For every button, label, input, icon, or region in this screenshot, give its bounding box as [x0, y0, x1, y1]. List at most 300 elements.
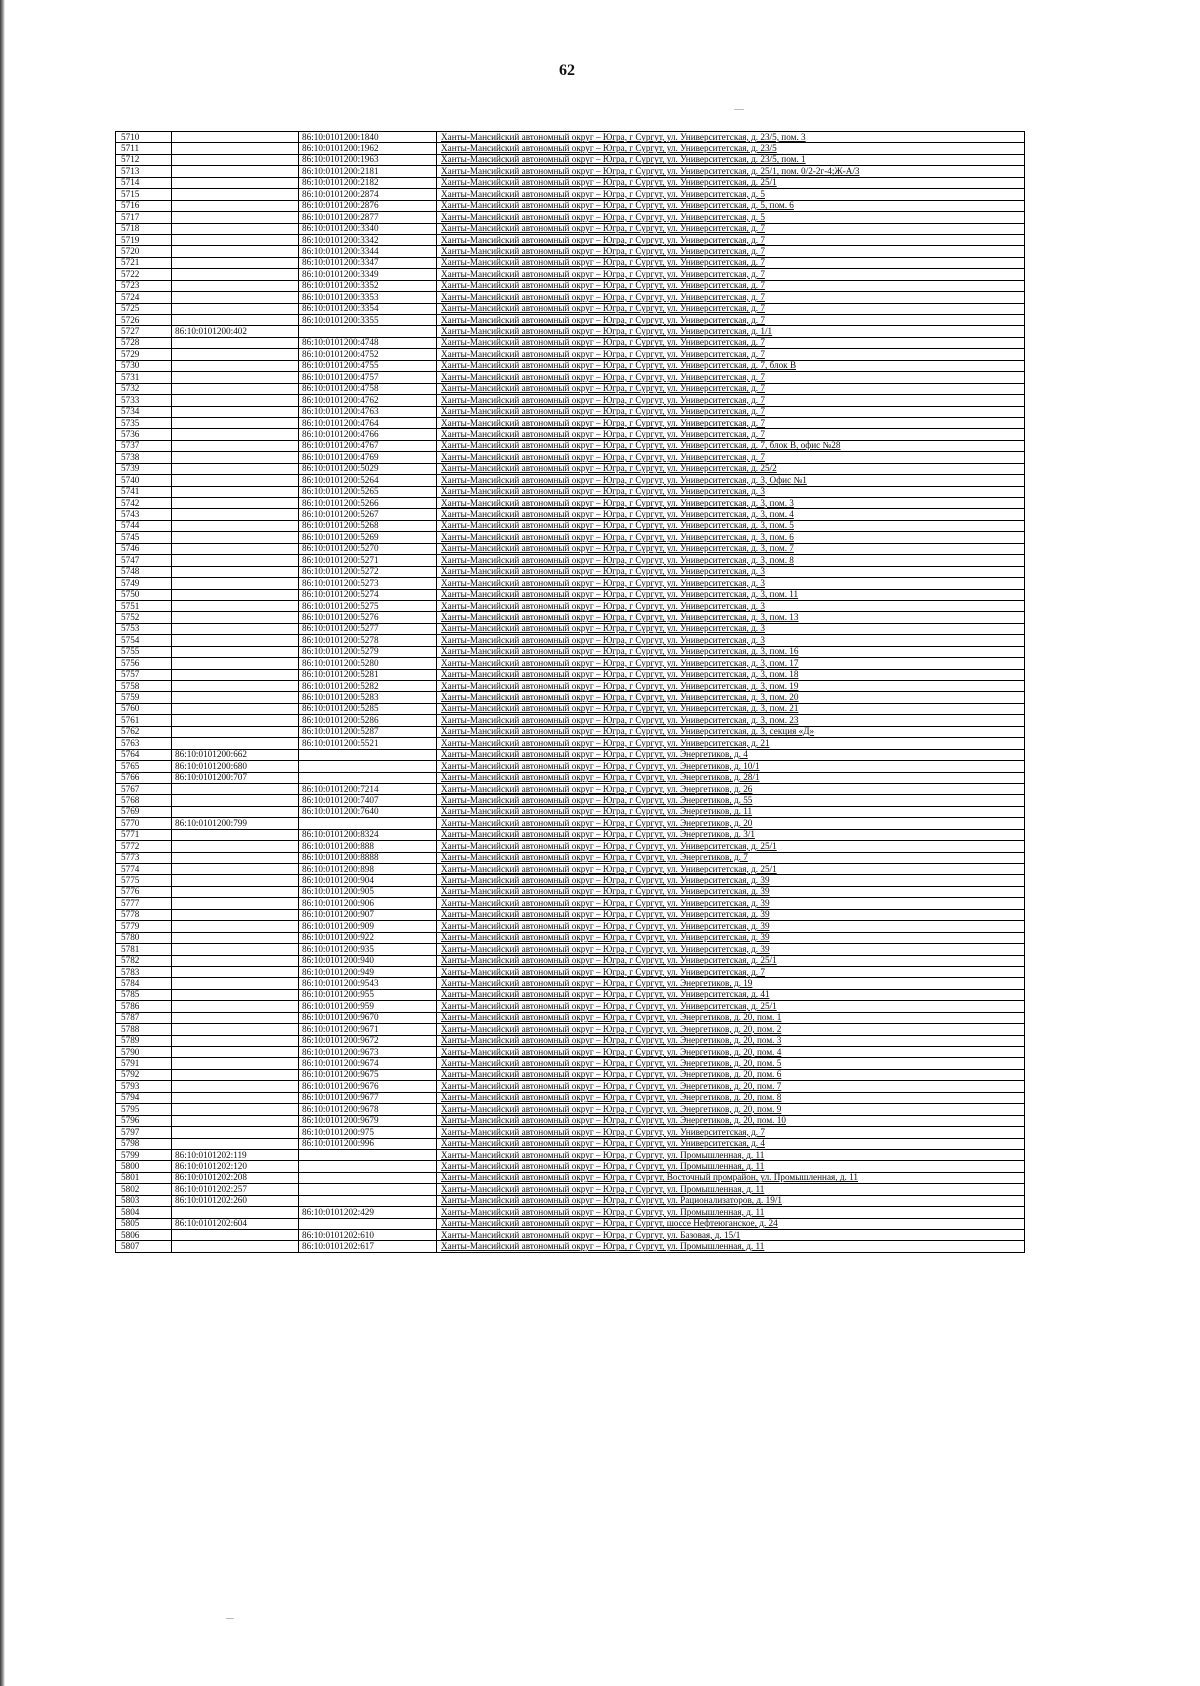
building-cadastral-number-cell: 86:10:0101200:940 [299, 955, 437, 966]
address-cell: Ханты-Мансийский автономный округ – Югра, г Сургут, ул. Энергетиков, д. 28/1 [437, 772, 1025, 783]
land-cadastral-number-cell [172, 681, 299, 692]
address-cell: Ханты-Мансийский автономный округ – Югра, г Сургут, ул. Университетская, д. 3, Офис №1 [437, 475, 1025, 486]
row-number-cell: 5734 [116, 406, 172, 417]
row-number-cell: 5746 [116, 543, 172, 554]
land-cadastral-number-cell [172, 1001, 299, 1012]
building-cadastral-number-cell: 86:10:0101200:4766 [299, 429, 437, 440]
table-row [116, 475, 1025, 486]
address-cell: Ханты-Мансийский автономный округ – Югра, г Сургут, ул. Университетская, д. 5 [437, 212, 1025, 223]
table-row [116, 726, 1025, 737]
row-number-cell: 5797 [116, 1127, 172, 1138]
address-cell: Ханты-Мансийский автономный округ – Югра, г Сургут, ул. Университетская, д. 7 [437, 429, 1025, 440]
building-cadastral-number-cell: 86:10:0101200:3344 [299, 246, 437, 257]
address-cell: Ханты-Мансийский автономный округ – Югра, г Сургут, ул. Университетская, д. 3 [437, 566, 1025, 577]
building-cadastral-number-cell: 86:10:0101200:2876 [299, 200, 437, 211]
land-cadastral-number-cell [172, 783, 299, 794]
land-cadastral-number-cell [172, 509, 299, 520]
table-row [116, 417, 1025, 428]
building-cadastral-number-cell: 86:10:0101200:5029 [299, 463, 437, 474]
table-row [116, 246, 1025, 257]
land-cadastral-number-cell [172, 635, 299, 646]
address-cell: Ханты-Мансийский автономный округ – Югра, г Сургут, ул. Университетская, д. 25/1 [437, 1001, 1025, 1012]
row-number-cell: 5717 [116, 212, 172, 223]
land-cadastral-number-cell [172, 715, 299, 726]
table-row [116, 612, 1025, 623]
address-cell: Ханты-Мансийский автономный округ – Югра, г Сургут, ул. Университетская, д. 3 [437, 623, 1025, 634]
land-cadastral-number-cell [172, 738, 299, 749]
row-number-cell: 5737 [116, 440, 172, 451]
table-row [116, 1115, 1025, 1126]
building-cadastral-number-cell: 86:10:0101200:4758 [299, 383, 437, 394]
address-cell: Ханты-Мансийский автономный округ – Югра, г Сургут, ул. Энергетиков, д. 11 [437, 806, 1025, 817]
land-cadastral-number-cell [172, 978, 299, 989]
row-number-cell: 5787 [116, 1012, 172, 1023]
address-cell: Ханты-Мансийский автономный округ – Югра, г Сургут, ул. Университетская, д. 1/1 [437, 326, 1025, 337]
building-cadastral-number-cell: 86:10:0101200:5279 [299, 646, 437, 657]
row-number-cell: 5770 [116, 818, 172, 829]
land-cadastral-number-cell [172, 578, 299, 589]
building-cadastral-number-cell: 86:10:0101200:996 [299, 1138, 437, 1149]
row-number-cell: 5807 [116, 1241, 172, 1252]
land-cadastral-number-cell [172, 1047, 299, 1058]
row-number-cell: 5754 [116, 635, 172, 646]
row-number-cell: 5805 [116, 1218, 172, 1229]
row-number-cell: 5790 [116, 1047, 172, 1058]
row-number-cell: 5758 [116, 681, 172, 692]
table-row [116, 669, 1025, 680]
land-cadastral-number-cell: 86:10:0101200:402 [172, 326, 299, 337]
land-cadastral-number-cell [172, 532, 299, 543]
building-cadastral-number-cell: 86:10:0101200:9543 [299, 978, 437, 989]
building-cadastral-number-cell: 86:10:0101200:5278 [299, 635, 437, 646]
row-number-cell: 5736 [116, 429, 172, 440]
row-number-cell: 5764 [116, 749, 172, 760]
row-number-cell: 5740 [116, 475, 172, 486]
building-cadastral-number-cell: 86:10:0101200:5277 [299, 623, 437, 634]
land-cadastral-number-cell [172, 795, 299, 806]
address-cell: Ханты-Мансийский автономный округ – Югра, г Сургут, ул. Университетская, д. 7 [437, 452, 1025, 463]
table-row [116, 681, 1025, 692]
building-cadastral-number-cell: 86:10:0101200:9677 [299, 1092, 437, 1103]
building-cadastral-number-cell: 86:10:0101200:935 [299, 944, 437, 955]
table-row [116, 886, 1025, 897]
table-row [116, 658, 1025, 669]
land-cadastral-number-cell [172, 692, 299, 703]
address-cell: Ханты-Мансийский автономный округ – Югра, г Сургут, ул. Университетская, д. 3, пом. 20 [437, 692, 1025, 703]
table-row [116, 337, 1025, 348]
building-cadastral-number-cell: 86:10:0101200:888 [299, 841, 437, 852]
address-cell: Ханты-Мансийский автономный округ – Югра, г Сургут, ул. Энергетиков, д. 20, пом. 8 [437, 1092, 1025, 1103]
row-number-cell: 5769 [116, 806, 172, 817]
building-cadastral-number-cell: 86:10:0101200:905 [299, 886, 437, 897]
table-row [116, 292, 1025, 303]
table-row [116, 1012, 1025, 1023]
row-number-cell: 5743 [116, 509, 172, 520]
table-row [116, 132, 1025, 143]
address-cell: Ханты-Мансийский автономный округ – Югра, г Сургут, ул. Университетская, д. 3 [437, 578, 1025, 589]
table-row [116, 1092, 1025, 1103]
table-row [116, 383, 1025, 394]
row-number-cell: 5733 [116, 395, 172, 406]
building-cadastral-number-cell [299, 1161, 437, 1172]
land-cadastral-number-cell [172, 658, 299, 669]
building-cadastral-number-cell: 86:10:0101202:610 [299, 1230, 437, 1241]
land-cadastral-number-cell [172, 841, 299, 852]
table-row [116, 1001, 1025, 1012]
land-cadastral-number-cell [172, 372, 299, 383]
building-cadastral-number-cell: 86:10:0101200:1840 [299, 132, 437, 143]
land-cadastral-number-cell [172, 1035, 299, 1046]
building-cadastral-number-cell: 86:10:0101200:4764 [299, 417, 437, 428]
table-row [116, 738, 1025, 749]
address-cell: Ханты-Мансийский автономный округ – Югра, г Сургут, ул. Университетская, д. 7 [437, 966, 1025, 977]
row-number-cell: 5753 [116, 623, 172, 634]
building-cadastral-number-cell: 86:10:0101200:2181 [299, 166, 437, 177]
table-row [116, 703, 1025, 714]
building-cadastral-number-cell: 86:10:0101200:4763 [299, 406, 437, 417]
land-cadastral-number-cell [172, 452, 299, 463]
row-number-cell: 5793 [116, 1081, 172, 1092]
row-number-cell: 5759 [116, 692, 172, 703]
land-cadastral-number-cell [172, 166, 299, 177]
table-row [116, 1149, 1025, 1160]
table-row [116, 1047, 1025, 1058]
row-number-cell: 5777 [116, 898, 172, 909]
table-row [116, 1035, 1025, 1046]
address-cell: Ханты-Мансийский автономный округ – Югра, г Сургут, ул. Энергетиков, д. 20, пом. 10 [437, 1115, 1025, 1126]
land-cadastral-number-cell [172, 200, 299, 211]
building-cadastral-number-cell [299, 1195, 437, 1206]
address-cell: Ханты-Мансийский автономный округ – Югра, г Сургут, ул. Энергетиков, д. 20, пом. 7 [437, 1081, 1025, 1092]
table-row [116, 1241, 1025, 1252]
building-cadastral-number-cell: 86:10:0101200:9678 [299, 1104, 437, 1115]
table-row [116, 932, 1025, 943]
building-cadastral-number-cell: 86:10:0101200:4762 [299, 395, 437, 406]
address-cell: Ханты-Мансийский автономный округ – Югра, г Сургут, ул. Университетская, д. 4 [437, 1138, 1025, 1149]
address-cell: Ханты-Мансийский автономный округ – Югра, г Сургут, ул. Университетская, д. 7, блок В [437, 360, 1025, 371]
building-cadastral-number-cell: 86:10:0101200:907 [299, 909, 437, 920]
land-cadastral-number-cell [172, 212, 299, 223]
table-row [116, 1230, 1025, 1241]
table-row [116, 829, 1025, 840]
address-cell: Ханты-Мансийский автономный округ – Югра, г Сургут, ул. Университетская, д. 3, пом. 19 [437, 681, 1025, 692]
land-cadastral-number-cell [172, 177, 299, 188]
address-cell: Ханты-Мансийский автономный округ – Югра, г Сургут, ул. Университетская, д. 25/1, пом. 0/2-2г-4;Ж-А/3 [437, 166, 1025, 177]
address-cell: Ханты-Мансийский автономный округ – Югра, г Сургут, ул. Университетская, д. 3, пом. 23 [437, 715, 1025, 726]
building-cadastral-number-cell: 86:10:0101200:8888 [299, 852, 437, 863]
row-number-cell: 5739 [116, 463, 172, 474]
building-cadastral-number-cell: 86:10:0101200:5287 [299, 726, 437, 737]
building-cadastral-number-cell: 86:10:0101200:9679 [299, 1115, 437, 1126]
row-number-cell: 5803 [116, 1195, 172, 1206]
row-number-cell: 5728 [116, 337, 172, 348]
row-number-cell: 5747 [116, 555, 172, 566]
building-cadastral-number-cell: 86:10:0101200:5281 [299, 669, 437, 680]
building-cadastral-number-cell [299, 749, 437, 760]
table-row [116, 440, 1025, 451]
address-cell: Ханты-Мансийский автономный округ – Югра, г Сургут, ул. Энергетиков, д. 20, пом. 5 [437, 1058, 1025, 1069]
row-number-cell: 5774 [116, 864, 172, 875]
building-cadastral-number-cell: 86:10:0101200:4767 [299, 440, 437, 451]
address-cell: Ханты-Мансийский автономный округ – Югра, г Сургут, Восточный промрайон, ул. Промышленная, д. 11 [437, 1172, 1025, 1183]
address-cell: Ханты-Мансийский автономный округ – Югра, г Сургут, ул. Энергетиков, д. 20, пом. 9 [437, 1104, 1025, 1115]
land-cadastral-number-cell [172, 234, 299, 245]
row-number-cell: 5715 [116, 189, 172, 200]
table-row [116, 692, 1025, 703]
row-number-cell: 5794 [116, 1092, 172, 1103]
address-cell: Ханты-Мансийский автономный округ – Югра, г Сургут, ул. Университетская, д. 39 [437, 875, 1025, 886]
table-row [116, 269, 1025, 280]
table-row [116, 646, 1025, 657]
building-cadastral-number-cell: 86:10:0101200:7640 [299, 806, 437, 817]
row-number-cell: 5729 [116, 349, 172, 360]
land-cadastral-number-cell [172, 520, 299, 531]
address-cell: Ханты-Мансийский автономный округ – Югра, г Сургут, ул. Университетская, д. 3, пом. 21 [437, 703, 1025, 714]
address-cell: Ханты-Мансийский автономный округ – Югра, г Сургут, ул. Университетская, д. 3, пом. 4 [437, 509, 1025, 520]
row-number-cell: 5778 [116, 909, 172, 920]
row-number-cell: 5732 [116, 383, 172, 394]
building-cadastral-number-cell [299, 818, 437, 829]
property-register-table [115, 131, 1025, 1253]
address-cell: Ханты-Мансийский автономный округ – Югра, г Сургут, ул. Университетская, д. 3 [437, 486, 1025, 497]
building-cadastral-number-cell: 86:10:0101200:7407 [299, 795, 437, 806]
land-cadastral-number-cell [172, 829, 299, 840]
land-cadastral-number-cell [172, 143, 299, 154]
address-cell: Ханты-Мансийский автономный округ – Югра, г Сургут, ул. Энергетиков, д. 20, пом. 2 [437, 1024, 1025, 1035]
land-cadastral-number-cell [172, 886, 299, 897]
row-number-cell: 5710 [116, 132, 172, 143]
land-cadastral-number-cell [172, 383, 299, 394]
building-cadastral-number-cell: 86:10:0101200:4748 [299, 337, 437, 348]
building-cadastral-number-cell: 86:10:0101200:975 [299, 1127, 437, 1138]
row-number-cell: 5719 [116, 234, 172, 245]
land-cadastral-number-cell [172, 1081, 299, 1092]
table-row [116, 566, 1025, 577]
land-cadastral-number-cell [172, 955, 299, 966]
row-number-cell: 5745 [116, 532, 172, 543]
land-cadastral-number-cell [172, 1092, 299, 1103]
land-cadastral-number-cell [172, 600, 299, 611]
row-number-cell: 5711 [116, 143, 172, 154]
table-row [116, 1081, 1025, 1092]
table-row [116, 212, 1025, 223]
row-number-cell: 5756 [116, 658, 172, 669]
address-cell: Ханты-Мансийский автономный округ – Югра, г Сургут, ул. Университетская, д. 3, пом. 7 [437, 543, 1025, 554]
address-cell: Ханты-Мансийский автономный округ – Югра, г Сургут, ул. Энергетиков, д. 20 [437, 818, 1025, 829]
address-cell: Ханты-Мансийский автономный округ – Югра, г Сургут, ул. Университетская, д. 23/5, пом. 1 [437, 154, 1025, 165]
building-cadastral-number-cell: 86:10:0101200:955 [299, 989, 437, 1000]
address-cell: Ханты-Мансийский автономный округ – Югра, г Сургут, ул. Университетская, д. 5 [437, 189, 1025, 200]
building-cadastral-number-cell: 86:10:0101200:3355 [299, 315, 437, 326]
row-number-cell: 5761 [116, 715, 172, 726]
land-cadastral-number-cell [172, 1115, 299, 1126]
address-cell: Ханты-Мансийский автономный округ – Югра, г Сургут, ул. Университетская, д. 3, пом. 13 [437, 612, 1025, 623]
table-row [116, 429, 1025, 440]
address-cell: Ханты-Мансийский автономный округ – Югра, г Сургут, ул. Университетская, д. 39 [437, 932, 1025, 943]
land-cadastral-number-cell [172, 246, 299, 257]
address-cell: Ханты-Мансийский автономный округ – Югра, г Сургут, ул. Промышленная, д. 11 [437, 1207, 1025, 1218]
row-number-cell: 5800 [116, 1161, 172, 1172]
building-cadastral-number-cell: 86:10:0101200:4757 [299, 372, 437, 383]
address-cell: Ханты-Мансийский автономный округ – Югра, г Сургут, ул. Базовая, д. 15/1 [437, 1230, 1025, 1241]
row-number-cell: 5786 [116, 1001, 172, 1012]
row-number-cell: 5771 [116, 829, 172, 840]
table-row [116, 635, 1025, 646]
building-cadastral-number-cell [299, 1172, 437, 1183]
address-cell: Ханты-Мансийский автономный округ – Югра, г Сургут, ул. Энергетиков, д. 20, пом. 1 [437, 1012, 1025, 1023]
table-row [116, 589, 1025, 600]
land-cadastral-number-cell [172, 280, 299, 291]
table-row [116, 978, 1025, 989]
land-cadastral-number-cell [172, 395, 299, 406]
table-row [116, 898, 1025, 909]
building-cadastral-number-cell: 86:10:0101202:429 [299, 1207, 437, 1218]
address-cell: Ханты-Мансийский автономный округ – Югра, г Сургут, ул. Энергетиков, д. 20, пом. 3 [437, 1035, 1025, 1046]
row-number-cell: 5766 [116, 772, 172, 783]
table-row [116, 234, 1025, 245]
scan-mark [226, 1618, 234, 1619]
land-cadastral-number-cell [172, 132, 299, 143]
table-row [116, 532, 1025, 543]
row-number-cell: 5796 [116, 1115, 172, 1126]
land-cadastral-number-cell [172, 669, 299, 680]
table-row [116, 1207, 1025, 1218]
address-cell: Ханты-Мансийский автономный округ – Югра, г Сургут, ул. Университетская, д. 39 [437, 886, 1025, 897]
building-cadastral-number-cell [299, 761, 437, 772]
land-cadastral-number-cell [172, 154, 299, 165]
address-cell: Ханты-Мансийский автономный округ – Югра, г Сургут, ул. Энергетиков, д. 20, пом. 4 [437, 1047, 1025, 1058]
address-cell: Ханты-Мансийский автономный округ – Югра, г Сургут, ул. Университетская, д. 39 [437, 921, 1025, 932]
table-row [116, 177, 1025, 188]
land-cadastral-number-cell [172, 623, 299, 634]
land-cadastral-number-cell [172, 486, 299, 497]
building-cadastral-number-cell: 86:10:0101200:922 [299, 932, 437, 943]
address-cell: Ханты-Мансийский автономный округ – Югра, г Сургут, ул. Университетская, д. 3, секция «Д» [437, 726, 1025, 737]
land-cadastral-number-cell [172, 898, 299, 909]
table-row [116, 795, 1025, 806]
row-number-cell: 5723 [116, 280, 172, 291]
table-row [116, 223, 1025, 234]
land-cadastral-number-cell [172, 337, 299, 348]
table-row [116, 1024, 1025, 1035]
table-row [116, 257, 1025, 268]
building-cadastral-number-cell: 86:10:0101200:5283 [299, 692, 437, 703]
building-cadastral-number-cell: 86:10:0101200:3347 [299, 257, 437, 268]
table-row [116, 1172, 1025, 1183]
land-cadastral-number-cell [172, 349, 299, 360]
row-number-cell: 5801 [116, 1172, 172, 1183]
land-cadastral-number-cell [172, 463, 299, 474]
row-number-cell: 5792 [116, 1069, 172, 1080]
land-cadastral-number-cell [172, 360, 299, 371]
row-number-cell: 5782 [116, 955, 172, 966]
row-number-cell: 5773 [116, 852, 172, 863]
building-cadastral-number-cell: 86:10:0101200:3354 [299, 303, 437, 314]
building-cadastral-number-cell: 86:10:0101200:906 [299, 898, 437, 909]
row-number-cell: 5722 [116, 269, 172, 280]
row-number-cell: 5781 [116, 944, 172, 955]
row-number-cell: 5735 [116, 417, 172, 428]
row-number-cell: 5714 [116, 177, 172, 188]
address-cell: Ханты-Мансийский автономный округ – Югра, г Сургут, ул. Университетская, д. 21 [437, 738, 1025, 749]
land-cadastral-number-cell [172, 429, 299, 440]
table-row [116, 1058, 1025, 1069]
address-cell: Ханты-Мансийский автономный округ – Югра, г Сургут, ул. Университетская, д. 7 [437, 406, 1025, 417]
table-row [116, 360, 1025, 371]
address-cell: Ханты-Мансийский автономный округ – Югра, г Сургут, ул. Университетская, д. 3 [437, 600, 1025, 611]
address-cell: Ханты-Мансийский автономный округ – Югра, г Сургут, ул. Университетская, д. 7 [437, 223, 1025, 234]
address-cell: Ханты-Мансийский автономный округ – Югра, г Сургут, ул. Университетская, д. 3, пом. 3 [437, 498, 1025, 509]
row-number-cell: 5799 [116, 1149, 172, 1160]
address-cell: Ханты-Мансийский автономный округ – Югра, г Сургут, ул. Энергетиков, д. 26 [437, 783, 1025, 794]
address-cell: Ханты-Мансийский автономный округ – Югра, г Сургут, ул. Университетская, д. 25/1 [437, 955, 1025, 966]
row-number-cell: 5760 [116, 703, 172, 714]
table-row [116, 200, 1025, 211]
row-number-cell: 5804 [116, 1207, 172, 1218]
row-number-cell: 5802 [116, 1184, 172, 1195]
row-number-cell: 5772 [116, 841, 172, 852]
table-row [116, 955, 1025, 966]
land-cadastral-number-cell [172, 257, 299, 268]
building-cadastral-number-cell: 86:10:0101200:949 [299, 966, 437, 977]
row-number-cell: 5730 [116, 360, 172, 371]
building-cadastral-number-cell: 86:10:0101200:9672 [299, 1035, 437, 1046]
building-cadastral-number-cell: 86:10:0101200:9673 [299, 1047, 437, 1058]
land-cadastral-number-cell [172, 315, 299, 326]
building-cadastral-number-cell: 86:10:0101200:5264 [299, 475, 437, 486]
land-cadastral-number-cell [172, 498, 299, 509]
row-number-cell: 5795 [116, 1104, 172, 1115]
land-cadastral-number-cell [172, 989, 299, 1000]
building-cadastral-number-cell: 86:10:0101200:5274 [299, 589, 437, 600]
table-row [116, 783, 1025, 794]
land-cadastral-number-cell: 86:10:0101202:260 [172, 1195, 299, 1206]
land-cadastral-number-cell [172, 292, 299, 303]
building-cadastral-number-cell: 86:10:0101200:5268 [299, 520, 437, 531]
building-cadastral-number-cell [299, 1149, 437, 1160]
land-cadastral-number-cell [172, 646, 299, 657]
row-number-cell: 5785 [116, 989, 172, 1000]
table-row [116, 772, 1025, 783]
address-cell: Ханты-Мансийский автономный округ – Югра, г Сургут, ул. Энергетиков, д. 3/1 [437, 829, 1025, 840]
row-number-cell: 5788 [116, 1024, 172, 1035]
building-cadastral-number-cell: 86:10:0101200:5521 [299, 738, 437, 749]
land-cadastral-number-cell [172, 440, 299, 451]
row-number-cell: 5775 [116, 875, 172, 886]
table-row [116, 989, 1025, 1000]
table-row [116, 349, 1025, 360]
land-cadastral-number-cell [172, 1058, 299, 1069]
land-cadastral-number-cell: 86:10:0101202:604 [172, 1218, 299, 1229]
table-row [116, 498, 1025, 509]
land-cadastral-number-cell: 86:10:0101200:799 [172, 818, 299, 829]
building-cadastral-number-cell: 86:10:0101200:5273 [299, 578, 437, 589]
table-row [116, 395, 1025, 406]
address-cell: Ханты-Мансийский автономный округ – Югра, г Сургут, ул. Университетская, д. 7 [437, 372, 1025, 383]
building-cadastral-number-cell: 86:10:0101200:3340 [299, 223, 437, 234]
table-row [116, 761, 1025, 772]
land-cadastral-number-cell [172, 1230, 299, 1241]
building-cadastral-number-cell: 86:10:0101200:4755 [299, 360, 437, 371]
table-row [116, 944, 1025, 955]
register-body [116, 132, 1025, 1253]
building-cadastral-number-cell: 86:10:0101200:4752 [299, 349, 437, 360]
table-row [116, 1195, 1025, 1206]
row-number-cell: 5762 [116, 726, 172, 737]
land-cadastral-number-cell: 86:10:0101200:680 [172, 761, 299, 772]
row-number-cell: 5798 [116, 1138, 172, 1149]
building-cadastral-number-cell: 86:10:0101200:904 [299, 875, 437, 886]
